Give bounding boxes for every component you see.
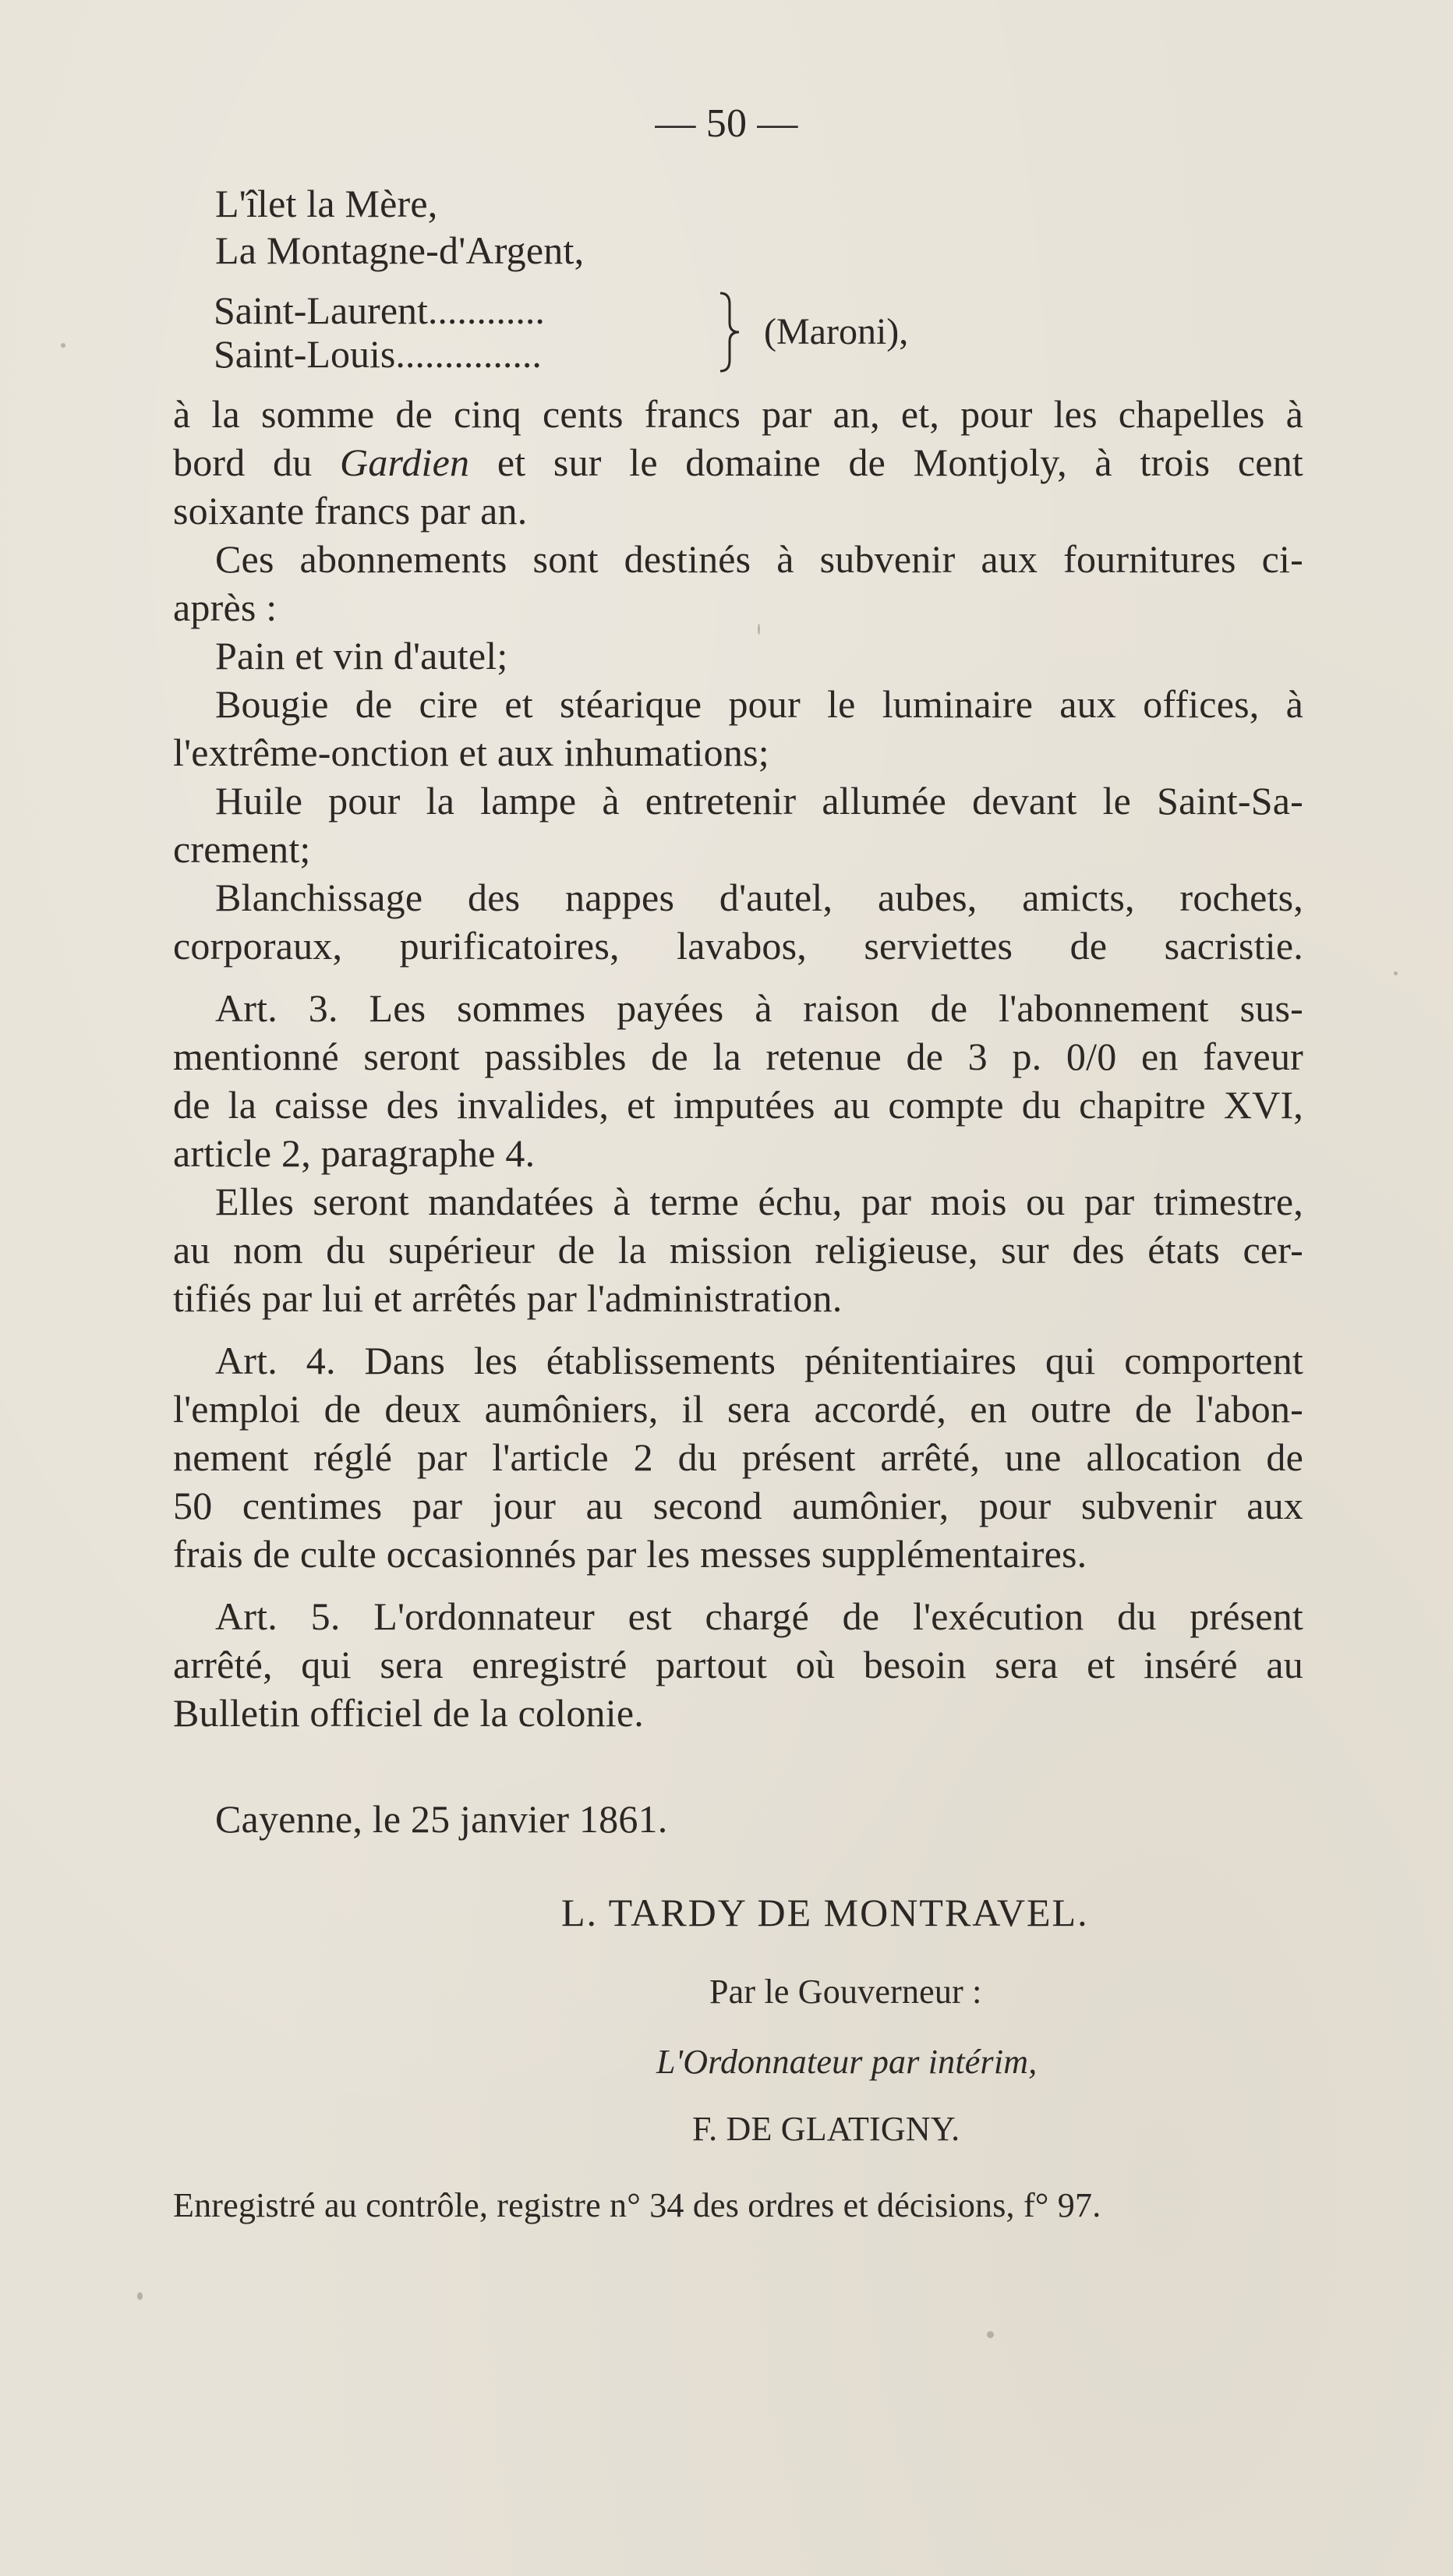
maroni-label: (Maroni),: [764, 311, 909, 352]
page-number: — 50 —: [655, 101, 798, 146]
text-line-2: bord du Gardien et sur le domaine de Montjoly, à trois cent: [173, 441, 1303, 484]
text-line-4: Ces abonnements sont destinés à subvenir aux fournitures ci-: [215, 537, 1303, 581]
place-line-2: La Montagne-d'Argent,: [215, 228, 585, 272]
scan-speck: [987, 2331, 994, 2338]
signature-name: L. TARDY DE MONTRAVEL.: [561, 1891, 1089, 1934]
place-line-3: Saint-Laurent............: [214, 288, 545, 332]
text-line-10: crement;: [173, 827, 311, 871]
text-line-25: Art. 5. L'ordonnateur est chargé de l'exécution du présent: [215, 1594, 1303, 1638]
text-line-20: Art. 4. Dans les établissements pénitentiaires qui comportent: [215, 1339, 1303, 1382]
scan-speck: [758, 624, 760, 635]
text-line-12: corporaux, purificatoires, lavabos, serviettes de sacristie.: [173, 924, 1303, 968]
place-line-1: L'îlet la Mère,: [215, 182, 438, 225]
text-line-6: Pain et vin d'autel;: [215, 634, 508, 678]
text-line-17: Elles seront mandatées à terme échu, par mois ou par trimestre,: [215, 1180, 1303, 1223]
text-line-8: l'extrême-onction et aux inhumations;: [173, 731, 769, 774]
text-line-21: l'emploi de deux aumôniers, il sera accordé, en outre de l'abon-: [173, 1387, 1303, 1431]
text-line-23: 50 centimes par jour au second aumônier, pour subvenir aux: [173, 1484, 1303, 1527]
text-line-16: article 2, paragraphe 4.: [173, 1131, 536, 1175]
ship-name-gardien: Gardien: [340, 441, 470, 484]
text-line-13: Art. 3. Les sommes payées à raison de l'abonnement sus-: [215, 986, 1303, 1030]
scan-speck: [137, 2292, 143, 2300]
signature-by-line: Par le Gouverneur :: [709, 1973, 982, 2011]
text-line-22: nement réglé par l'article 2 du présent arrêté, une allocation de: [173, 1435, 1303, 1479]
text-line-26: arrêté, qui sera enregistré partout où besoin sera et inséré au: [173, 1643, 1303, 1686]
text-line-11: Blanchissage des nappes d'autel, aubes, amicts, rochets,: [215, 876, 1303, 919]
text-line-27: Bulletin officiel de la colonie.: [173, 1691, 644, 1735]
text-line-19: tifiés par lui et arrêtés par l'administration.: [173, 1276, 843, 1320]
text-line-9: Huile pour la lampe à entretenir allumée devant le Saint-Sa-: [215, 779, 1303, 823]
signature-role: L'Ordonnateur par intérim,: [656, 2043, 1038, 2081]
text-line-7: Bougie de cire et stéarique pour le luminaire aux offices, à: [215, 682, 1303, 726]
text-line-1: à la somme de cinq cents francs par an, et, pour les chapelles à: [173, 392, 1303, 436]
text-line-24: frais de culte occasionnés par les messes supplémentaires.: [173, 1532, 1087, 1576]
countersignature: F. DE GLATIGNY.: [692, 2110, 960, 2148]
scan-speck: [61, 343, 65, 348]
maroni-brace-group: [214, 288, 915, 376]
curly-brace-icon: [716, 292, 747, 373]
text-line-18: au nom du supérieur de la mission religieuse, sur des états cer-: [173, 1228, 1303, 1272]
text-line-14: mentionné seront passibles de la retenue de 3 p. 0/0 en faveur: [173, 1035, 1303, 1078]
text-line-15: de la caisse des invalides, et imputées au compte du chapitre XVI,: [173, 1083, 1303, 1127]
text-line-3: soixante francs par an.: [173, 489, 528, 533]
dateline: Cayenne, le 25 janvier 1861.: [215, 1797, 668, 1841]
text-line-5: après :: [173, 586, 278, 629]
scan-speck: [1394, 971, 1398, 975]
registration-note: Enregistré au contrôle, registre n° 34 des ordres et décisions, f° 97.: [173, 2186, 1101, 2224]
place-line-4: Saint-Louis...............: [214, 332, 542, 376]
